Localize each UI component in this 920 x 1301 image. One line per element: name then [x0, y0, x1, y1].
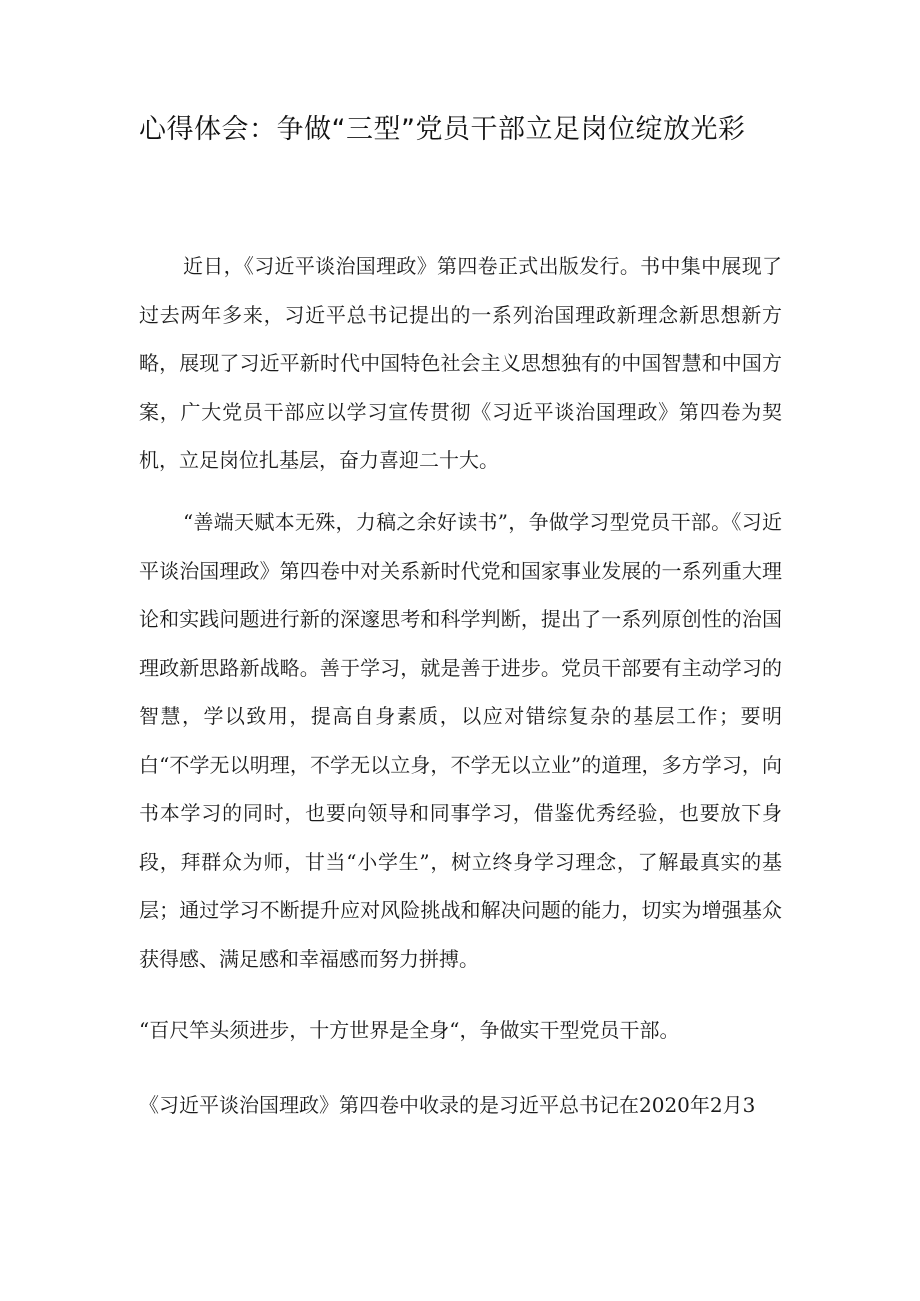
paragraph-practice-start: 《习近平谈治国理政》第四卷中收录的是习近平总书记在2020年2月3 — [139, 1093, 756, 1117]
paragraph-practice-heading: “百尺竿头须进步，十方世界是全身“，争做实干型党员干部。 — [139, 1018, 680, 1042]
document-title: 心得体会：争做“三型”党员干部立足岗位绽放光彩 — [139, 114, 746, 145]
paragraph-study: “善端天赋本无殊，力稿之余好读书”，争做学习型党员干部。《习近平谈治国理政》第四卷中对关系新时代党和国家事业发展的一系列重大理论和实践问题进行新的深邃思考和科学判断，提出了一系列原创性的治国理政新思路新战略。善于学习，就是善于进步。党员干部要有主动学习的智慧，学以致用，提高自身素质，以应对错综复杂的基层工作；要明白“不学无以明理，不学无以立身，不学无以立业”的道理，多方学习，向书本学习的同时，也要向领导和同事学习，借鉴优秀经验，也要放下身段，拜群众为师，甘当“小学生”，树立终身学习理念，了解最真实的基层；通过学习不断提升应对风险挑战和解决问题的能力，切实为增强基众获得感、满足感和幸福感而努力拼搏。 — [139, 510, 782, 971]
paragraph-intro: 近日，《习近平谈治国理政》第四卷正式出版发行。书中集中展现了过去两年多来，习近平总书记提出的一系列治国理政新理念新思想新方略，展现了习近平新时代中国特色社会主义思想独有的中国智慧和中国方案，广大党员干部应以学习宣传贯彻《习近平谈治国理政》第四卷为契机，立足岗位扎基层，奋力喜迎二十大。 — [139, 254, 782, 472]
